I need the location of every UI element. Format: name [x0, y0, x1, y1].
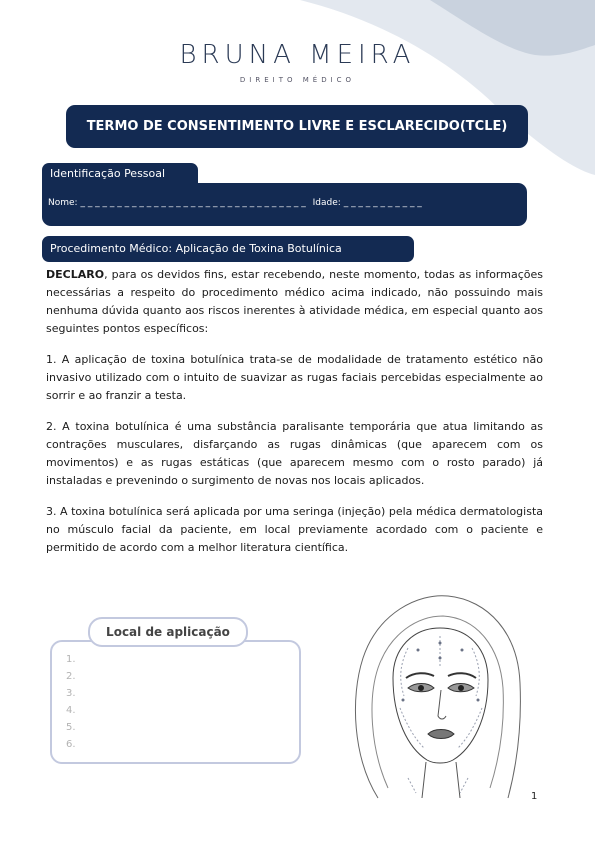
document-title: TERMO DE CONSENTIMENTO LIVRE E ESCLARECIDO(TCLE): [66, 105, 528, 148]
application-site-box: [50, 640, 301, 764]
list-item[interactable]: 5.: [66, 722, 76, 733]
consent-item-2: 2. A toxina botulínica é uma substância paralisante temporária que atua limitando as contrações musculares, disfarçando as rugas dinâmicas (que aparecem com os movimentos) e as rugas estáticas (que aparecem mesmo com o rosto parado) já instaladas e prevenindo o surgimento de novas nos locais aplicados.: [46, 420, 543, 487]
list-item[interactable]: 6.: [66, 739, 76, 750]
list-item[interactable]: 3.: [66, 688, 76, 699]
procedure-tab: Procedimento Médico: Aplicação de Toxina Botulínica: [42, 236, 414, 262]
consent-item-1: 1. A aplicação de toxina botulínica trata-se de modalidade de tratamento estético não invasivo utilizado com o intuito de suavizar as rugas faciais percebidas especialmente ao sorrir e ao franzir a testa.: [46, 353, 543, 402]
application-site-title: Local de aplicação: [88, 617, 248, 647]
brand-name: BRUNA MEIRA: [179, 40, 416, 70]
list-item[interactable]: 4.: [66, 705, 76, 716]
name-label: Nome:: [48, 198, 78, 208]
identification-box: [42, 183, 527, 226]
brand-header: [0, 40, 595, 84]
application-site-list: [66, 651, 76, 753]
age-label: Idade:: [312, 198, 341, 208]
identification-row: [48, 198, 422, 208]
age-field[interactable]: _ _ _ _ _ _ _ _ _ _ _: [343, 198, 422, 208]
consent-item-3: 3. A toxina botulínica será aplicada por uma seringa (injeção) pela médica dermatologista no músculo facial da paciente, em local previamente acordado com o paciente e permitido de acordo com a melhor literatura científica.: [46, 505, 543, 554]
brand-subtitle: DIREITO MÉDICO: [239, 76, 356, 84]
consent-text: [46, 266, 543, 570]
list-item[interactable]: 2.: [66, 671, 76, 682]
declaro-word: DECLARO: [46, 268, 105, 281]
list-item[interactable]: 1.: [66, 654, 76, 665]
declaration-text: , para os devidos fins, estar recebendo, neste momento, todas as informações necessárias a respeito do procedimento médico acima indicado, não possuindo mais nenhuma dúvida quanto aos riscos inerentes à atividade médica, em especial quanto aos seguintes pontos específicos:: [46, 268, 543, 335]
declaration-paragraph: [46, 266, 543, 338]
page-number: 1: [531, 791, 538, 802]
identification-tab: Identificação Pessoal: [42, 163, 198, 185]
face-illustration: [348, 588, 528, 808]
name-field[interactable]: _ _ _ _ _ _ _ _ _ _ _ _ _ _ _ _ _ _ _ _ _ _ _ _ _ _ _ _ _ _ _: [80, 198, 306, 208]
